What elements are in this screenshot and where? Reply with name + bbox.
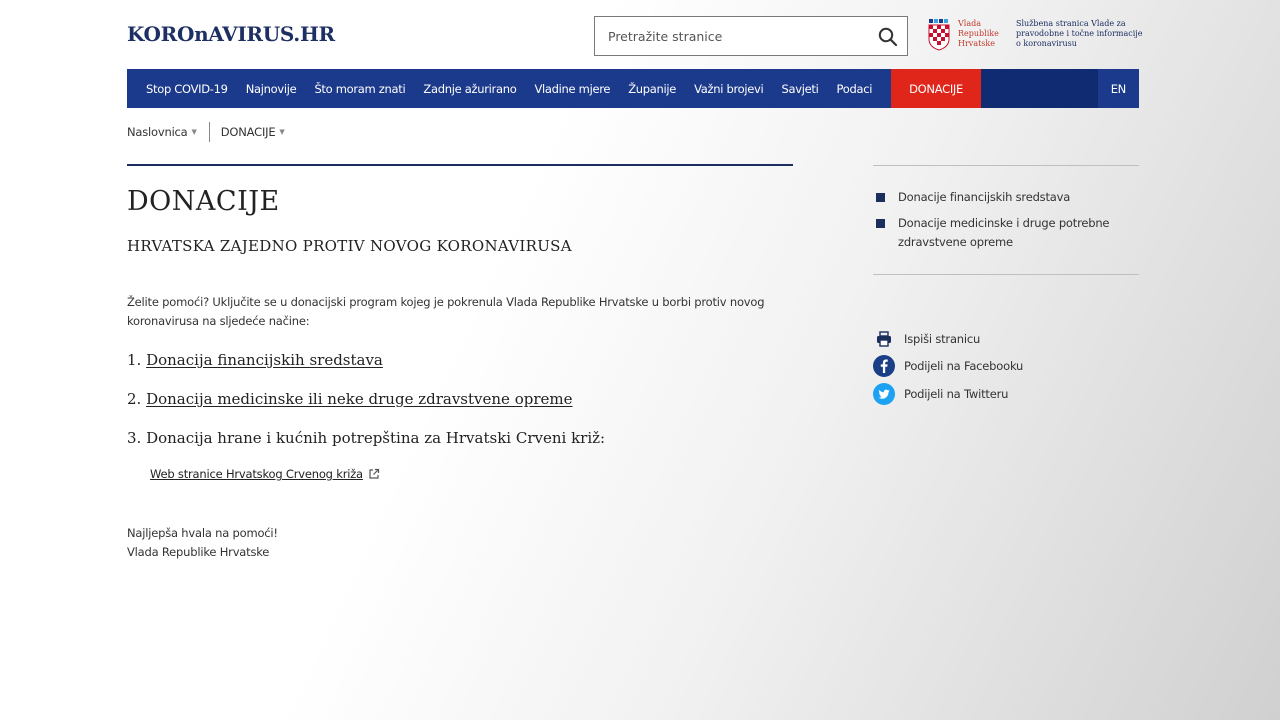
main-nav	[127, 69, 1139, 108]
print-icon	[873, 328, 895, 350]
language-switch-en[interactable]: EN	[1098, 69, 1139, 108]
nav-item-zupanije[interactable]: Županije	[628, 81, 677, 96]
twitter-label: Podijeli na Twitteru	[904, 387, 1009, 401]
content-divider	[127, 164, 793, 166]
print-page-button[interactable]	[873, 328, 980, 350]
bullet-square-icon	[876, 219, 885, 228]
gov-logo[interactable]	[927, 19, 951, 55]
facebook-label: Podijeli na Facebooku	[904, 359, 1024, 373]
chevron-down-icon: ▼	[279, 128, 285, 136]
search-input[interactable]	[595, 20, 870, 52]
gov-note: Službena stranica Vlade za pravodobne i točne informacije o koronavirusu	[1016, 19, 1143, 48]
item-number: 2.	[127, 390, 147, 408]
breadcrumb-home-label: Naslovnica	[127, 125, 188, 139]
page-title: DONACIJE	[127, 186, 280, 217]
red-cross-link-label: Web stranice Hrvatskog Crvenog križa	[150, 467, 363, 481]
bullet-square-icon	[876, 193, 885, 202]
nav-item-vladine-mjere[interactable]: Vladine mjere	[534, 81, 611, 96]
nav-spacer	[981, 69, 1098, 108]
twitter-icon	[873, 383, 895, 405]
nav-item-donacije[interactable]: DONACIJE	[891, 69, 981, 108]
nav-item-savjeti[interactable]: Savjeti	[781, 81, 819, 96]
external-link-icon	[368, 468, 380, 480]
site-logo[interactable]: KOROnAVIRUS.HR	[127, 22, 335, 46]
nav-item-najnovije[interactable]: Najnovije	[245, 81, 297, 96]
nav-item-vazni-brojevi[interactable]: Važni brojevi	[694, 81, 764, 96]
nav-item-sto-moram-znati[interactable]: Što moram znati	[314, 81, 406, 96]
share-facebook-button[interactable]	[873, 355, 1023, 377]
closing-thanks: Najljepša hvala na pomoći!	[127, 526, 278, 540]
chevron-down-icon: ▼	[191, 128, 197, 136]
closing-text	[127, 524, 278, 562]
search-button[interactable]	[877, 26, 899, 48]
breadcrumb	[127, 122, 285, 142]
nav-item-stop-covid[interactable]: Stop COVID-19	[146, 81, 228, 96]
gov-name[interactable]: Vlada Republike Hrvatske	[958, 19, 999, 48]
nav-item-zadnje-azurirano[interactable]: Zadnje ažurirano	[423, 81, 517, 96]
search-box	[594, 16, 908, 56]
croatian-coat-of-arms-icon	[927, 19, 951, 51]
donation-item-3: 3. Donacija hrane i kućnih potrepština za Hrvatski Crveni križ:	[127, 429, 606, 447]
sidebar-link-financial[interactable]	[876, 188, 1141, 207]
sidebar-link-label: Donacije financijskih sredstava	[898, 190, 1071, 204]
link-medical-donation[interactable]: Donacija medicinske ili neke druge zdravstvene opreme	[146, 390, 573, 408]
intro-text: Želite pomoći? Uključite se u donacijski program kojeg je pokrenula Vlada Republike Hrvatske u borbi protiv novog koronavirusa na sljedeće načine:	[127, 295, 765, 328]
facebook-icon	[873, 355, 895, 377]
red-cross-link[interactable]	[150, 467, 380, 481]
breadcrumb-home[interactable]	[127, 125, 197, 139]
closing-signature: Vlada Republike Hrvatske	[127, 545, 270, 559]
print-label: Ispiši stranicu	[904, 332, 981, 346]
breadcrumb-donacije-label: DONACIJE	[220, 125, 276, 139]
sidebar-divider-top	[873, 165, 1139, 166]
item-number: 1.	[127, 351, 147, 369]
search-icon	[877, 26, 899, 48]
sidebar-link-medical[interactable]	[876, 214, 1141, 252]
breadcrumb-separator	[209, 122, 210, 142]
donation-item-1	[127, 351, 383, 369]
page-subtitle: HRVATSKA ZAJEDNO PROTIV NOVOG KORONAVIRUSA	[127, 237, 572, 255]
nav-item-podaci[interactable]: Podaci	[836, 81, 873, 96]
sidebar-divider-bottom	[873, 274, 1139, 275]
donation-item-2	[127, 390, 572, 408]
link-financial-donation[interactable]: Donacija financijskih sredstava	[146, 351, 383, 369]
sidebar-link-label: Donacije medicinske i druge potrebne zdravstvene opreme	[898, 216, 1110, 249]
breadcrumb-donacije[interactable]	[221, 125, 285, 139]
share-twitter-button[interactable]	[873, 383, 1008, 405]
